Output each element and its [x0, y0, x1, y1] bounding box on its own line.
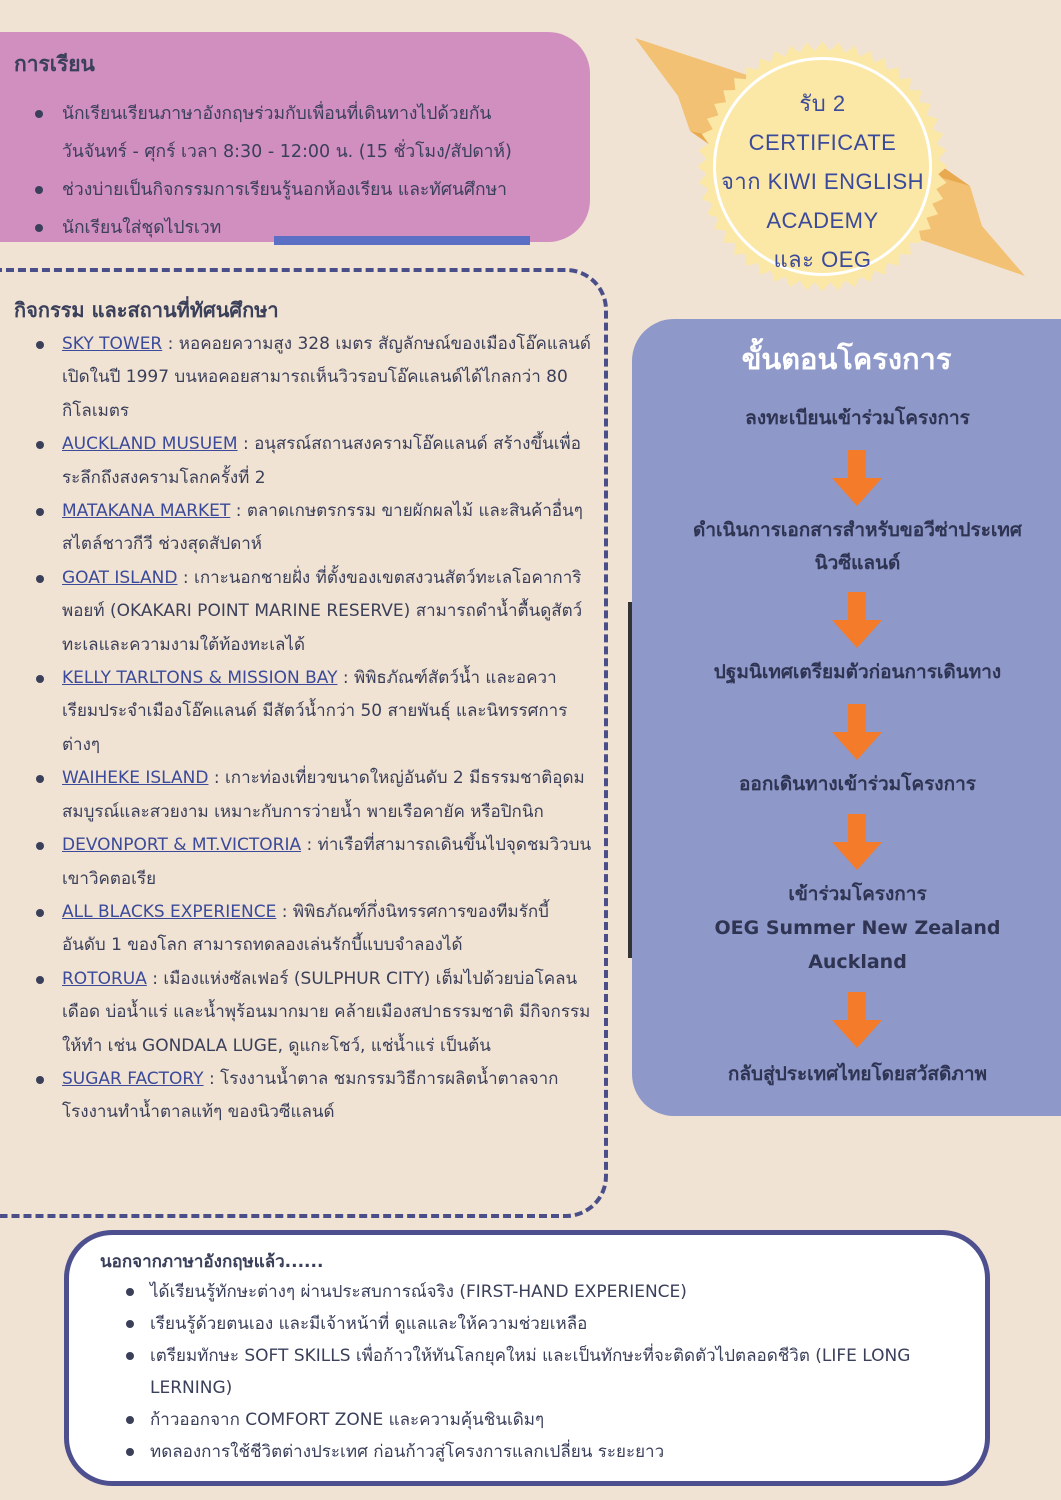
activity-item [0, 662, 598, 762]
study-list [14, 95, 576, 247]
down-arrow-icon [832, 814, 882, 870]
activity-item [0, 1063, 598, 1130]
certificate-badge [630, 36, 1030, 286]
list-item: เรียนรู้ด้วยตนเอง และมีเจ้าหน้าที่ ดูแลและให้ความช่วยเหลือ [90, 1308, 970, 1340]
activity-name: AUCKLAND MUSUEM [62, 434, 238, 455]
bullet-icon [36, 909, 44, 917]
bullet-icon [36, 441, 44, 449]
step-join-program: OEG Summer New Zealand [714, 917, 1001, 939]
step-visa: ดำเนินการเอกสารสำหรับขอวีซ่าประเทศนิวซีแลนด์ [693, 519, 1022, 574]
step-join-city: Auckland [808, 951, 907, 973]
activity-item [0, 829, 598, 896]
activity-item [0, 428, 598, 495]
certificate-line: CERTIFICATE [748, 130, 897, 155]
activities-list [0, 328, 598, 1130]
activity-item [0, 495, 598, 562]
down-arrow-icon [832, 592, 882, 648]
activity-item [0, 762, 598, 829]
step-return: กลับสู่ประเทศไทยโดยสวัสดิภาพ [727, 1063, 988, 1085]
decorative-underline [274, 236, 530, 245]
list-item: ได้เรียนรู้ทักษะต่างๆ ผ่านประสบการณ์จริง (FIRST-HAND EXPERIENCE) [90, 1276, 970, 1308]
activity-name: DEVONPORT & MT.VICTORIA [62, 835, 302, 856]
activities-title: กิจกรรม และสถานที่ทัศนศึกษา [14, 298, 279, 322]
activity-description: : หอคอยความสูง 328 เมตร สัญลักษณ์ของเมืองโอ๊คแลนด์ เปิดในปี 1997 บนหอคอยสามารถเห็นวิวรอบโอ๊คแลนด์ได้ไกลกว่า 80 กิโลเมตร [62, 334, 591, 421]
steps-title: ขั้นตอนโครงการ [741, 342, 952, 376]
certificate-line: จาก KIWI ENGLISH [720, 169, 925, 194]
list-item: เตรียมทักษะ SOFT SKILLS เพื่อก้าวให้ทันโลกยุคใหม่ และเป็นทักษะที่จะติดตัวไปตลอดชีวิต (LIFE LONG LERNING) [90, 1340, 970, 1404]
activity-item [0, 896, 598, 963]
activity-name: SKY TOWER [62, 334, 163, 354]
step-orientation: ปฐมนิเทศเตรียมตัวก่อนการเดินทาง [713, 661, 1002, 683]
list-item: ก้าวออกจาก COMFORT ZONE และความคุ้นชินเดิมๆ [90, 1404, 970, 1436]
bullet-icon [36, 508, 44, 516]
activity-description: : เมืองแห่งซัลเฟอร์ (SULPHUR CITY) เต็มไปด้วยบ่อโคลนเดือด บ่อน้ำแร่ และน้ำพุร้อนมากมาย คล้ายเมืองสปาธรรมชาติ มีกิจกรรมให้ทำ เช่น GONDALA LUGE, ดูแกะโชว์, แช่น้ำแร่ เป็นต้น [62, 968, 591, 1056]
activity-description: : ท่าเรือที่สามารถเดินขึ้นไปจุดชมวิวบนเขาวิคตอเรีย [62, 835, 592, 889]
list-item: นักเรียนใส่ชุดไปรเวท [14, 209, 576, 247]
list-item: นักเรียนเรียนภาษาอังกฤษร่วมกับเพื่อนที่เดินทางไปด้วยกัน [14, 95, 576, 133]
activity-name: SUGAR FACTORY [62, 1068, 204, 1089]
step-register: ลงทะเบียนเข้าร่วมโครงการ [745, 407, 970, 429]
down-arrow-icon [832, 704, 882, 760]
step-depart: ออกเดินทางเข้าร่วมโครงการ [739, 773, 976, 795]
certificate-text [715, 84, 930, 279]
activity-name: MATAKANA MARKET [62, 501, 231, 522]
certificate-line: ACADEMY [766, 208, 879, 233]
study-title: การเรียน [14, 52, 95, 76]
activity-name: GOAT ISLAND [62, 567, 178, 588]
bullet-icon [36, 575, 44, 583]
down-arrow-icon [832, 450, 882, 506]
benefits-title: นอกจากภาษาอังกฤษแล้ว...... [100, 1252, 324, 1272]
list-item: ทดลองการใช้ชีวิตต่างประเทศ ก่อนก้าวสู่โครงการแลกเปลี่ยน ระยะยาว [90, 1436, 970, 1468]
certificate-line: รับ 2 [799, 91, 846, 116]
down-arrow-icon [832, 992, 882, 1048]
activity-name: WAIHEKE ISLAND [62, 768, 209, 789]
activity-name: ROTORUA [62, 968, 147, 989]
activity-description: : พิพิธภัณฑ์กึ่งนิทรรศการของทีมรักบี้อันดับ 1 ของโลก สามารถทดลองเล่นรักบี้แบบจำลองได้ [62, 901, 549, 956]
activity-description: : พิพิธภัณฑ์สัตว์น้ำ และอควาเรียมประจำเมืองโอ๊คแลนด์ มีสัตว์น้ำกว่า 50 สายพันธุ์ และนิทรรศการต่างๆ [62, 668, 568, 755]
list-item: วันจันทร์ - ศุกร์ เวลา 8:30 - 12:00 น. (15 ชั่วโมง/สัปดาห์) [62, 142, 512, 162]
study-section [0, 32, 590, 242]
activity-description: : ตลาดเกษตรกรรม ขายผักผลไม้ และสินค้าอื่นๆ สไตล์ชาวกีวี ช่วงสุดสัปดาห์ [62, 501, 583, 555]
certificate-line: และ OEG [773, 247, 872, 272]
activity-item [0, 562, 598, 662]
bullet-icon [36, 775, 44, 783]
activity-item [0, 963, 598, 1063]
activity-description: : อนุสรณ์สถานสงครามโอ๊คแลนด์ สร้างขึ้นเพื่อระลึกถึงสงครามโลกครั้งที่ 2 [62, 434, 581, 488]
activity-description: : เกาะนอกชายฝั่ง ที่ตั้งของเขตสงวนสัตว์ทะเลโอคาการิ พอยท์ (OKAKARI POINT MARINE RESERVE) สามารถดำน้ำตื้นดูสัตว์ทะเลและความงามใต้ท้องทะเลได้ [62, 567, 583, 655]
bullet-icon [36, 675, 44, 683]
list-item: ช่วงบ่ายเป็นกิจกรรมการเรียนรู้นอกห้องเรียน และทัศนศึกษา [14, 171, 576, 209]
step-join: เข้าร่วมโครงการ [788, 883, 927, 905]
benefits-list [90, 1276, 970, 1468]
bullet-icon [36, 842, 44, 850]
bullet-icon [36, 976, 44, 984]
activity-description: : โรงงานน้ำตาล ชมกรรมวิธีการผลิตน้ำตาลจากโรงงานทำน้ำตาลแท้ๆ ของนิวซีแลนด์ [62, 1068, 559, 1123]
bullet-icon [36, 1076, 44, 1084]
activity-name: ALL BLACKS EXPERIENCE [62, 901, 277, 922]
activity-description: : เกาะท่องเที่ยวขนาดใหญ่อันดับ 2 มีธรรมชาติอุดมสมบูรณ์และสวยงาม เหมาะกับการว่ายน้ำ พายเรือคายัค หรือปิกนิก [62, 768, 585, 822]
activity-name: KELLY TARLTONS & MISSION BAY [62, 668, 338, 689]
